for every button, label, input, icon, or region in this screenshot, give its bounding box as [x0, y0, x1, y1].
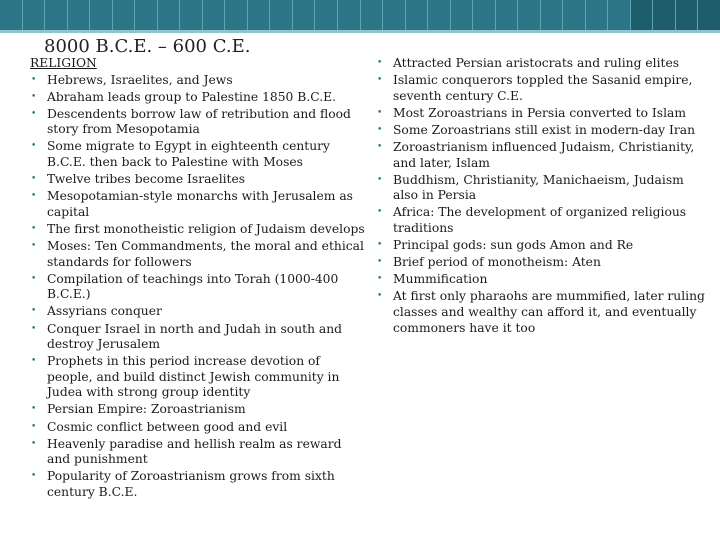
list-item-text: Descendents borrow law of retribution and flood story from Mesopotamia: [47, 106, 351, 137]
bullet-icon: •: [31, 306, 37, 317]
bullet-icon: •: [31, 241, 37, 252]
list-item: [376, 289, 710, 336]
list-item-text: Buddhism, Christianity, Manichaeism, Judaism also in Persia: [393, 172, 684, 203]
list-item: [30, 354, 366, 401]
list-item-text: Assyrians conquer: [47, 304, 162, 319]
bullet-icon: •: [31, 74, 37, 85]
bullet-icon: •: [31, 356, 37, 367]
left-bullet-list: [30, 73, 366, 501]
bullet-icon: •: [31, 471, 37, 482]
slide-title: 8000 B.C.E. – 600 C.E.: [44, 36, 251, 57]
list-item-text: Brief period of monotheism: Aten: [393, 255, 601, 270]
list-item-text: Popularity of Zoroastrianism grows from sixth century B.C.E.: [47, 469, 335, 499]
list-item: [376, 272, 710, 288]
bullet-icon: •: [377, 291, 383, 302]
bullet-icon: •: [377, 75, 383, 86]
list-item: [30, 304, 366, 320]
bullet-icon: •: [377, 257, 383, 268]
list-item-text: Persian Empire: Zoroastrianism: [47, 402, 246, 417]
bullet-icon: •: [377, 107, 383, 118]
list-item: [376, 56, 710, 72]
list-item: [30, 402, 366, 418]
list-item-text: Mesopotamian-style monarchs with Jerusalem as capital: [47, 189, 353, 219]
list-item: [376, 205, 710, 236]
bullet-icon: •: [31, 323, 37, 334]
bullet-icon: •: [31, 273, 37, 284]
list-item-text: Prophets in this period increase devotion of people, and build distinct Jewish community in Judea with strong group identity: [47, 354, 340, 400]
list-item-text: Principal gods: sun gods Amon and Re: [393, 238, 634, 253]
right-bullet-list: [376, 56, 710, 336]
bullet-icon: •: [377, 207, 383, 218]
list-item-text: Cosmic conflict between good and evil: [47, 419, 288, 434]
bullet-icon: •: [31, 141, 37, 152]
bullet-icon: •: [31, 191, 37, 202]
list-item: [376, 238, 710, 254]
list-item-text: Conquer Israel in north and Judah in south and destroy Jerusalem: [47, 321, 343, 352]
bullet-icon: •: [31, 174, 37, 185]
top-decorative-bar: [0, 0, 720, 30]
list-item: [376, 106, 710, 122]
list-item: [376, 140, 710, 171]
list-item: [30, 90, 366, 106]
bullet-icon: •: [377, 58, 383, 68]
list-item-text: Hebrews, Israelites, and Jews: [47, 72, 233, 87]
list-item: [376, 123, 710, 139]
accent-line: [0, 30, 720, 33]
list-item-text: Mummification: [393, 272, 488, 287]
section-heading: RELIGION: [30, 56, 97, 70]
list-item-text: Some Zoroastrians still exist in modern-day Iran: [393, 122, 696, 137]
list-item: [30, 420, 366, 436]
list-item-text: At first only pharaohs are mummified, later ruling classes and wealthy can afford it, and eventually commoners have it too: [393, 289, 705, 335]
list-item: [30, 239, 366, 270]
list-item: [30, 107, 366, 138]
list-item-text: Zoroastrianism influenced Judaism, Christianity, and later, Islam: [393, 139, 695, 170]
list-item: [30, 172, 366, 188]
list-item-text: Attracted Persian aristocrats and ruling elites: [393, 56, 680, 70]
list-item: [30, 139, 366, 170]
list-item-text: Twelve tribes become Israelites: [47, 172, 246, 187]
bullet-icon: •: [377, 240, 383, 251]
bullet-icon: •: [377, 274, 383, 285]
bullet-icon: •: [377, 141, 383, 152]
list-item: [30, 222, 366, 238]
bullet-icon: •: [31, 108, 37, 119]
list-item-text: Africa: The development of organized religious traditions: [393, 205, 687, 235]
left-column: [30, 56, 366, 502]
list-item: [30, 272, 366, 303]
bullet-icon: •: [377, 174, 383, 185]
list-item: [30, 322, 366, 353]
list-item-text: Abraham leads group to Palestine 1850 B.C.E.: [47, 89, 336, 104]
list-item-text: The first monotheistic religion of Judaism develops: [47, 221, 365, 236]
bullet-icon: •: [31, 438, 37, 449]
list-item: [376, 173, 710, 204]
list-item: [376, 255, 710, 271]
right-column: [376, 56, 710, 338]
list-item-text: Compilation of teachings into Torah (1000-400 B.C.E.): [47, 271, 339, 302]
bullet-icon: •: [31, 91, 37, 102]
list-item-text: Some migrate to Egypt in eighteenth century B.C.E. then back to Palestine with Moses: [47, 139, 330, 170]
bullet-icon: •: [31, 223, 37, 234]
list-item: [30, 437, 366, 468]
list-item-text: Most Zoroastrians in Persia converted to Islam: [393, 105, 687, 120]
bullet-icon: •: [31, 421, 37, 432]
list-item-text: Islamic conquerors toppled the Sasanid empire, seventh century C.E.: [393, 73, 693, 103]
list-item: [30, 189, 366, 220]
list-item-text: Heavenly paradise and hellish realm as reward and punishment: [47, 436, 342, 467]
bullet-icon: •: [377, 124, 383, 135]
bullet-icon: •: [31, 404, 37, 415]
list-item-text: Moses: Ten Commandments, the moral and ethical standards for followers: [47, 239, 364, 269]
list-item: [376, 73, 710, 104]
list-item: [30, 73, 366, 89]
list-item: [30, 469, 366, 500]
